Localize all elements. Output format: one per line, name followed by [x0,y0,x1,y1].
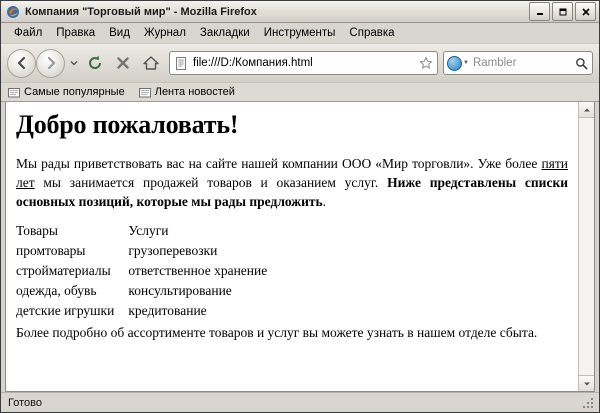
close-button[interactable] [575,2,596,21]
stop-button[interactable] [110,50,136,76]
minimize-button[interactable] [529,2,550,21]
table-cell-service: консультирование [128,283,232,299]
intro-text-part3: . [322,194,327,210]
status-text: Готово [8,396,42,409]
table-header-goods: Товары [16,223,58,239]
bookmarks-toolbar [1,82,599,102]
address-input[interactable]: file:///D:/Компания.html [193,57,313,69]
bookmark-label: Самые популярные [24,86,125,98]
outro-paragraph: Более подробно об ассортименте товаров и услуг вы можете узнать в нашем отделе сбыта. [16,325,538,341]
table-row [16,261,281,281]
folder-icon [8,86,20,98]
back-button[interactable] [7,49,36,78]
page-icon [174,56,189,71]
navigation-toolbar [1,44,599,82]
table-row [16,281,281,301]
intro-text-part1: Мы рады приветствовать вас на сайте нашей компании ООО «Мир торговли». Уже более [16,156,542,171]
table-cell-service: кредитование [128,303,207,319]
page-title: Добро пожаловать! [16,110,239,139]
home-button[interactable] [138,50,164,76]
title-bar [1,1,599,23]
globe-icon [447,56,462,71]
menu-item-history[interactable]: Журнал [143,26,186,39]
menu-item-edit[interactable]: Правка [56,26,96,39]
menu-item-tools[interactable]: Инструменты [263,26,336,39]
table-cell-good: одежда, обувь [16,283,97,299]
bookmark-news-feed[interactable] [139,86,235,98]
intro-text-underlined: пяти лет [16,156,568,191]
window-resize-grip[interactable] [581,396,595,410]
table-cell-service: грузоперевозки [128,243,218,259]
table-header-services: Услуги [128,223,169,239]
search-icon[interactable] [574,57,589,70]
menu-bar [1,23,599,44]
table-row [16,241,281,261]
table-cell-service: ответственное хранение [128,263,268,279]
window-controls [529,2,596,21]
search-input[interactable]: Rambler [472,57,517,69]
address-bar[interactable] [169,51,438,75]
page-content [6,102,578,391]
scroll-up-arrow-icon[interactable] [579,102,594,118]
intro-text-bold: Ниже представлены списки основных позиций, которые мы рады предложить [16,175,568,210]
table-cell-good: стройматериалы [16,263,111,279]
chevron-down-icon: ▼ [463,60,469,66]
table-cell-good: промтовары [16,243,86,259]
reload-button[interactable] [82,50,108,76]
menu-item-help[interactable]: Справка [349,26,395,39]
table-row [16,301,281,321]
scroll-down-arrow-icon[interactable] [579,375,594,391]
table-row [16,221,281,241]
search-engine-selector[interactable] [447,56,469,71]
bookmark-label: Лента новостей [154,86,235,98]
firefox-icon [6,5,20,19]
feed-icon [139,86,151,98]
menu-item-bookmarks[interactable]: Закладки [199,26,250,39]
intro-text-part2: мы занимается продажей товаров и оказанием услуг. [34,175,388,191]
vertical-scrollbar[interactable] [578,102,594,391]
search-bar[interactable] [443,51,593,75]
chevron-down-icon[interactable] [67,50,80,77]
status-bar [1,392,599,412]
goods-services-table [16,221,281,321]
maximize-button[interactable] [552,2,573,21]
menu-item-file[interactable]: Файл [14,26,43,39]
scrollbar-track[interactable] [579,118,594,375]
browser-viewport [5,102,595,392]
table-cell-good: детские игрушки [16,303,115,319]
bookmark-most-visited[interactable] [8,86,125,98]
intro-paragraph [16,154,568,211]
forward-button[interactable] [36,49,65,78]
menu-item-view[interactable]: Вид [109,26,130,39]
bookmark-star-icon[interactable] [418,56,434,70]
window-title: Компания "Торговый мир" - Mozilla Firefox [25,5,257,18]
